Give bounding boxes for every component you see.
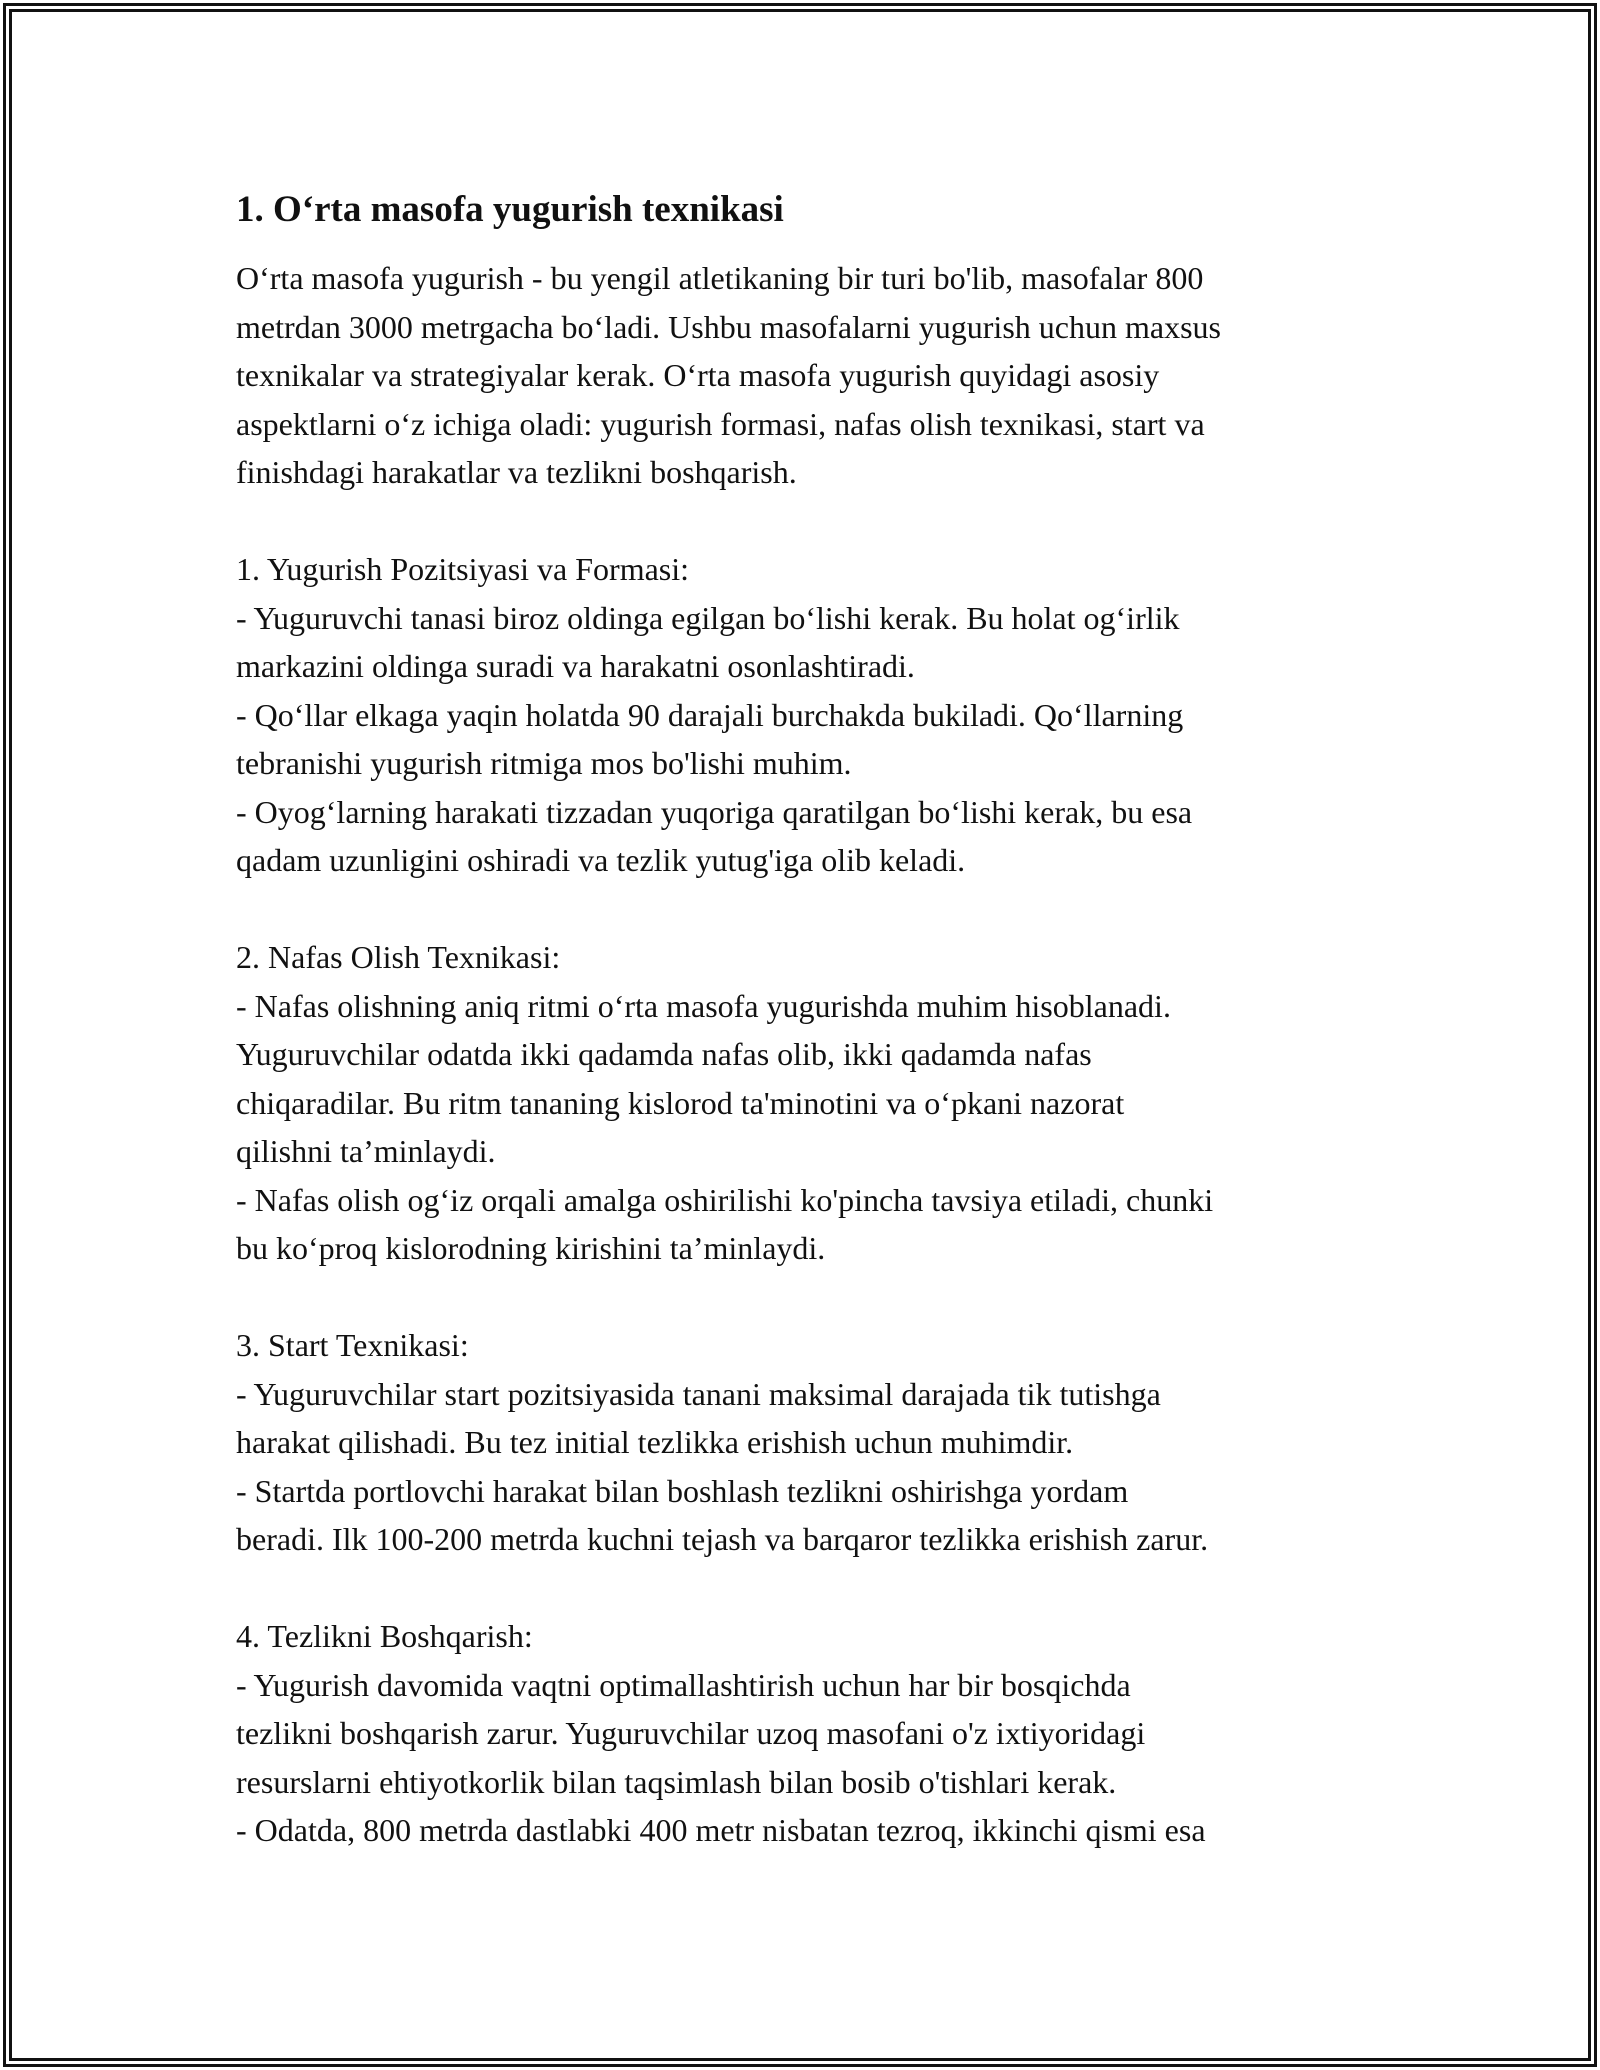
- text-line: aspektlarni o‘z ichiga oladi: yugurish formasi, nafas olish texnikasi, start va: [236, 405, 1205, 442]
- text-line: finishdagi harakatlar va tezlikni boshqarish.: [236, 454, 797, 490]
- document-title: 1. O‘rta masofa yugurish texnikasi: [236, 189, 784, 230]
- text-line: - Odatda, 800 metrda dastlabki 400 metr nisbatan tezroq, ikkinchi qismi esa: [236, 1812, 1206, 1848]
- text-line: chiqaradilar. Bu ritm tananing kislorod ta'minotini va o‘pkani nazorat: [236, 1084, 1125, 1121]
- text-line: tezlikni boshqarish zarur. Yuguruvchilar uzoq masofani o'z ixtiyoridagi: [236, 1715, 1146, 1751]
- text-line: - Yugurish davomida vaqtni optimallashtirish uchun har bir bosqichda: [236, 1666, 1131, 1703]
- section-heading: 4. Tezlikni Boshqarish:: [236, 1618, 533, 1654]
- text-line: beradi. Ilk 100-200 metrda kuchni tejash va barqaror tezlikka erishish zarur.: [236, 1521, 1209, 1557]
- document-body: [236, 186, 1416, 1855]
- text-line: O‘rta masofa yugurish - bu yengil atletikaning bir turi bo'lib, masofalar 800: [236, 260, 1204, 296]
- section-heading: 3. Start Texnikasi:: [236, 1327, 469, 1363]
- text-line: - Nafas olish og‘iz orqali amalga oshirilishi ko'pincha tavsiya etiladi, chunki: [236, 1181, 1214, 1218]
- text-line: texnikalar va strategiyalar kerak. O‘rta masofa yugurish quyidagi asosiy: [236, 357, 1160, 393]
- text-line: - Oyog‘larning harakati tizzadan yuqoriga qaratilgan bo‘lishi kerak, bu esa: [236, 793, 1193, 830]
- intro-paragraph: [236, 254, 1416, 497]
- section-heading: 2. Nafas Olish Texnikasi:: [236, 939, 561, 975]
- text-line: - Startda portlovchi harakat bilan boshlash tezlikni oshirishga yordam: [236, 1472, 1129, 1509]
- text-line: tebranishi yugurish ritmiga mos bo'lishi muhim.: [236, 745, 852, 781]
- text-line: - Qo‘llar elkaga yaqin holatda 90 darajali burchakda bukiladi. Qo‘llarning: [236, 696, 1184, 733]
- text-line: - Nafas olishning aniq ritmi o‘rta masofa yugurishda muhim hisoblanadi.: [236, 987, 1171, 1024]
- text-line: qadam uzunligini oshiradi va tezlik yutug'iga olib keladi.: [236, 842, 966, 878]
- text-line: qilishni ta’minlaydi.: [236, 1133, 496, 1169]
- text-line: metrdan 3000 metrgacha bo‘ladi. Ushbu masofalarni yugurish uchun maxsus: [236, 308, 1221, 345]
- text-line: bu ko‘proq kislorodning kirishini ta’minlaydi.: [236, 1230, 826, 1266]
- text-line: harakat qilishadi. Bu tez initial tezlikka erishish uchun muhimdir.: [236, 1424, 1074, 1460]
- text-line: - Yuguruvchi tanasi biroz oldinga egilgan bo‘lishi kerak. Bu holat og‘irlik: [236, 599, 1180, 636]
- section-heading: 1. Yugurish Pozitsiyasi va Formasi:: [236, 551, 690, 587]
- text-line: markazini oldinga suradi va harakatni osonlashtiradi.: [236, 648, 915, 684]
- text-line: resurslarni ehtiyotkorlik bilan taqsimlash bilan bosib o'tishlari kerak.: [236, 1763, 1117, 1800]
- text-line: - Yuguruvchilar start pozitsiyasida tanani maksimal darajada tik tutishga: [236, 1375, 1161, 1412]
- section-yugurish-pozitsiyasi: [236, 545, 1416, 885]
- section-tezlikni-boshqarish: [236, 1612, 1416, 1855]
- section-nafas-olish: [236, 933, 1416, 1273]
- text-line: Yuguruvchilar odatda ikki qadamda nafas olib, ikki qadamda nafas: [236, 1036, 1092, 1072]
- section-start-texnikasi: [236, 1321, 1416, 1564]
